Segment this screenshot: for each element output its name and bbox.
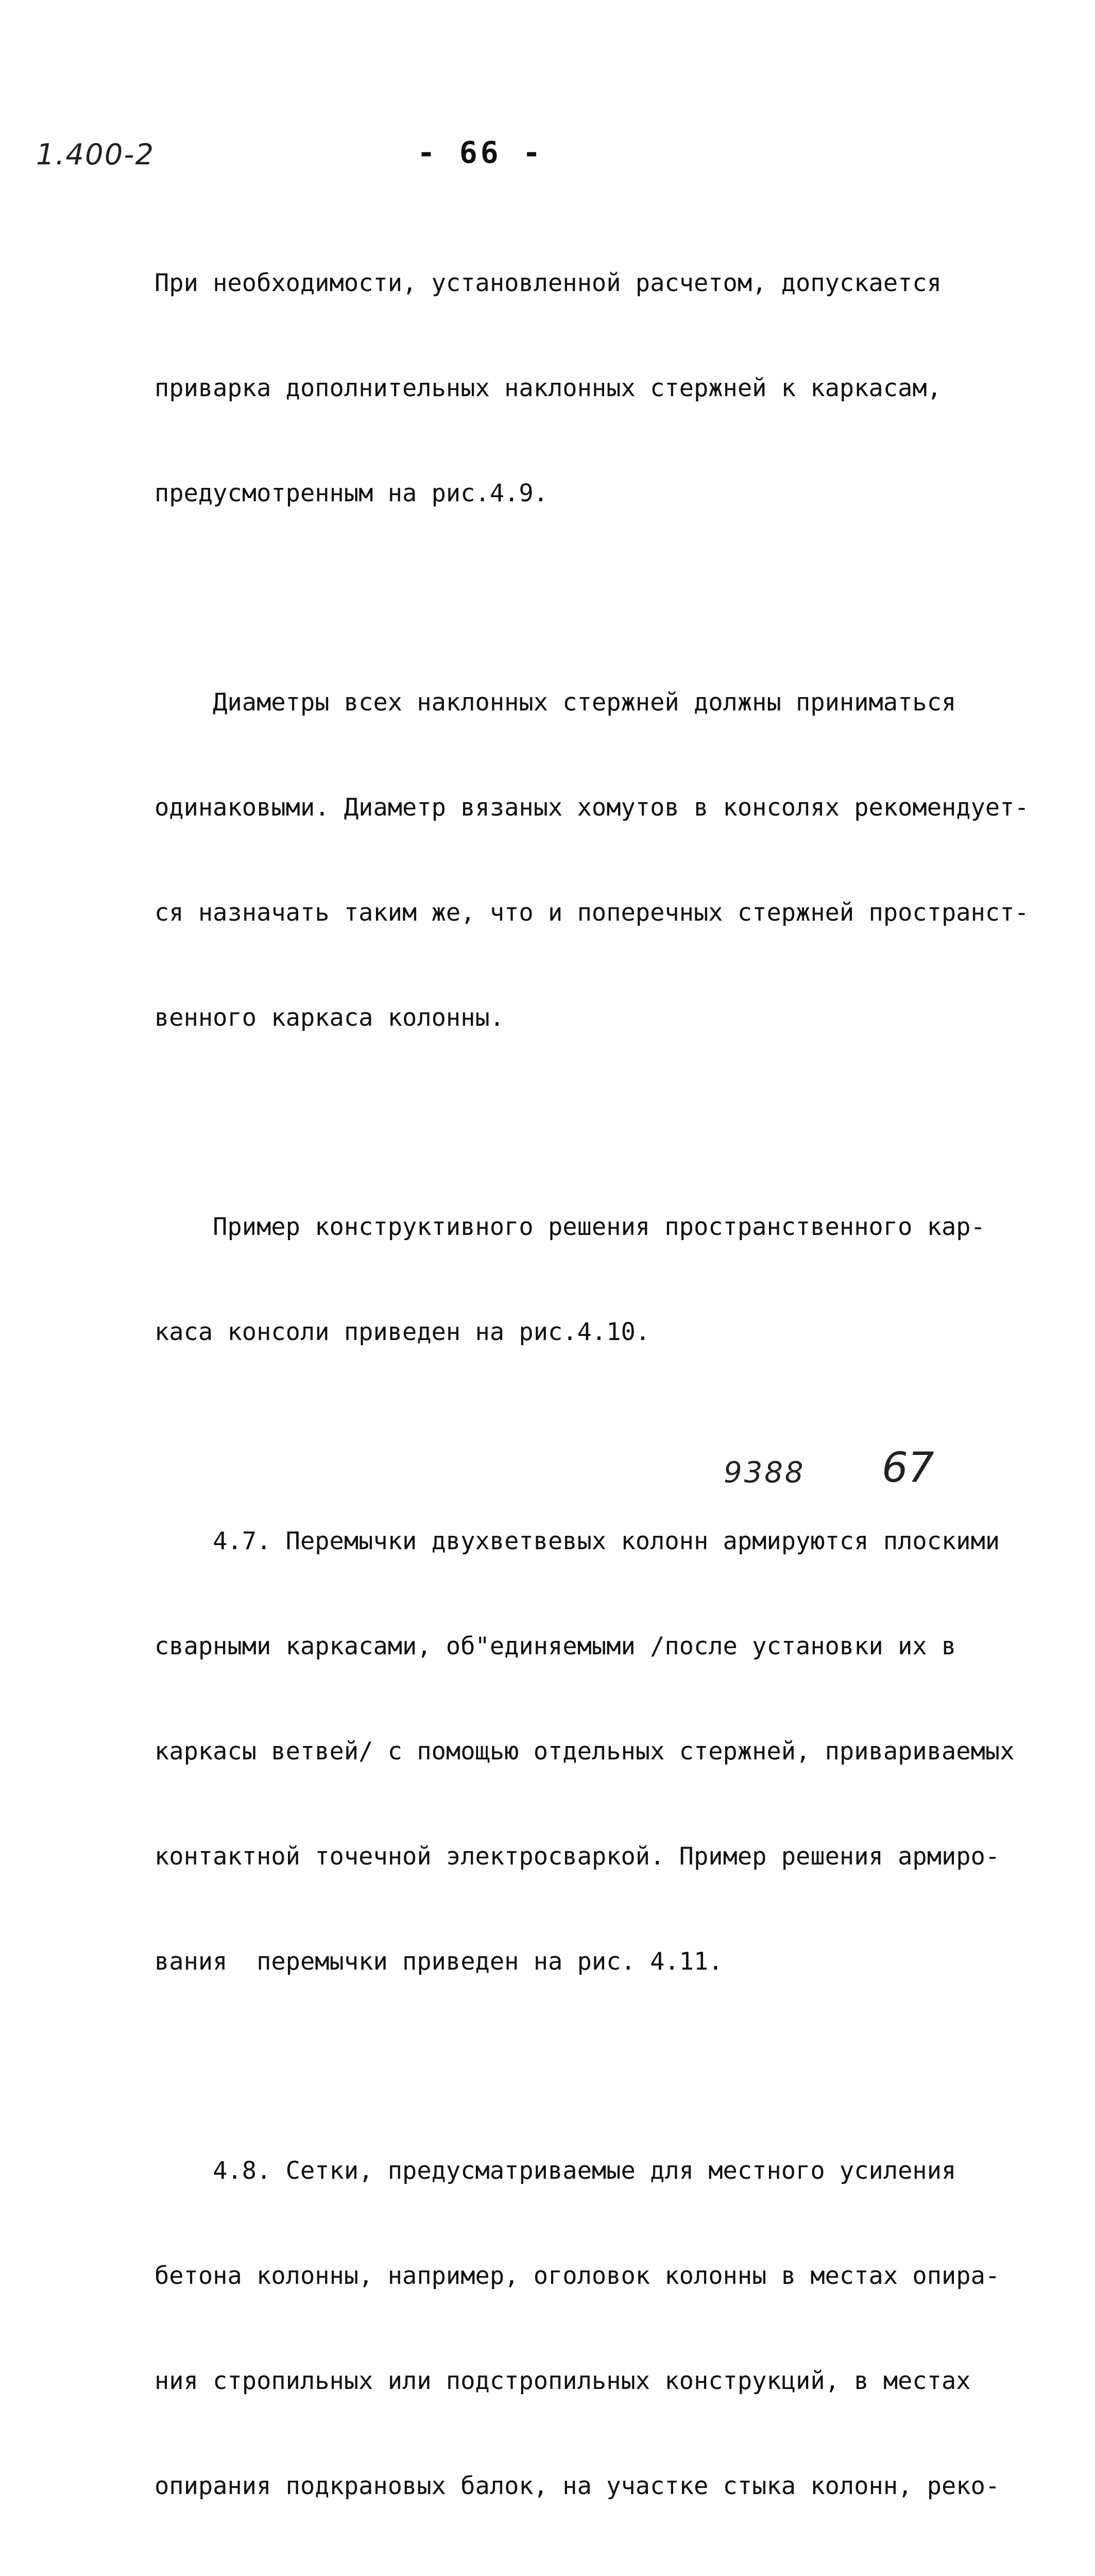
paragraph-section-4-7 — [155, 1454, 1040, 2049]
text-line: Диаметры всех наклонных стержней должны приниматься — [155, 688, 956, 717]
text-line: Пример конструктивного решения пространственного кар- — [155, 1213, 985, 1241]
text-line: ся назначать таким же, что и поперечных стержней пространст- — [155, 899, 1029, 927]
text-line: приварка дополнительных наклонных стержней к каркасам, — [155, 374, 942, 402]
text-line: одинаковыми. Диаметр вязаных хомутов в консолях рекомендует- — [155, 793, 1029, 822]
text-line: 4.7. Перемычки двухветвевых колонн армируются плоскими — [155, 1527, 1000, 1555]
text-line: ния стропильных или подстропильных конструкций, в местах — [155, 2367, 971, 2395]
paragraph-rod-diameters — [155, 615, 1040, 1106]
text-line: бетона колонны, например, оголовок колонны в местах опира- — [155, 2262, 1000, 2290]
text-line: опирания подкрановых балок, на участке стыка колонн, реко- — [155, 2472, 1000, 2500]
text-line: контактной точечной электросваркой. Пример решения армиро- — [155, 1842, 1000, 1871]
document-code: 1.400-2 — [36, 138, 155, 172]
text-line: 4.8. Сетки, предусматриваемые для местного усиления — [155, 2157, 956, 2185]
paragraph-welding-note — [155, 196, 1040, 581]
paragraph-console-example — [155, 1140, 1040, 1420]
text-line: вания перемычки приведен на рис. 4.11. — [155, 1947, 723, 1976]
text-line: каркасы ветвей/ с помощью отдельных стержней, привариваемых — [155, 1737, 1015, 1766]
sheet-number: 67 — [882, 1444, 934, 1492]
text-line: При необходимости, установленной расчетом, допускается — [155, 269, 942, 297]
text-line — [155, 2574, 1040, 2576]
text-line: каса консоли приведен на рис.4.10. — [155, 1318, 651, 1346]
page-number: - 66 - — [417, 135, 544, 170]
paragraph-section-4-8 — [155, 2083, 1040, 2576]
inventory-number: 9388 — [724, 1456, 806, 1489]
text-line: предусмотренным на рис.4.9. — [155, 479, 549, 507]
body-text — [155, 196, 1040, 2576]
text-line: венного каркаса колонны. — [155, 1004, 505, 1032]
text-line: сварными каркасами, об"единяемыми /после установки их в — [155, 1632, 956, 1660]
